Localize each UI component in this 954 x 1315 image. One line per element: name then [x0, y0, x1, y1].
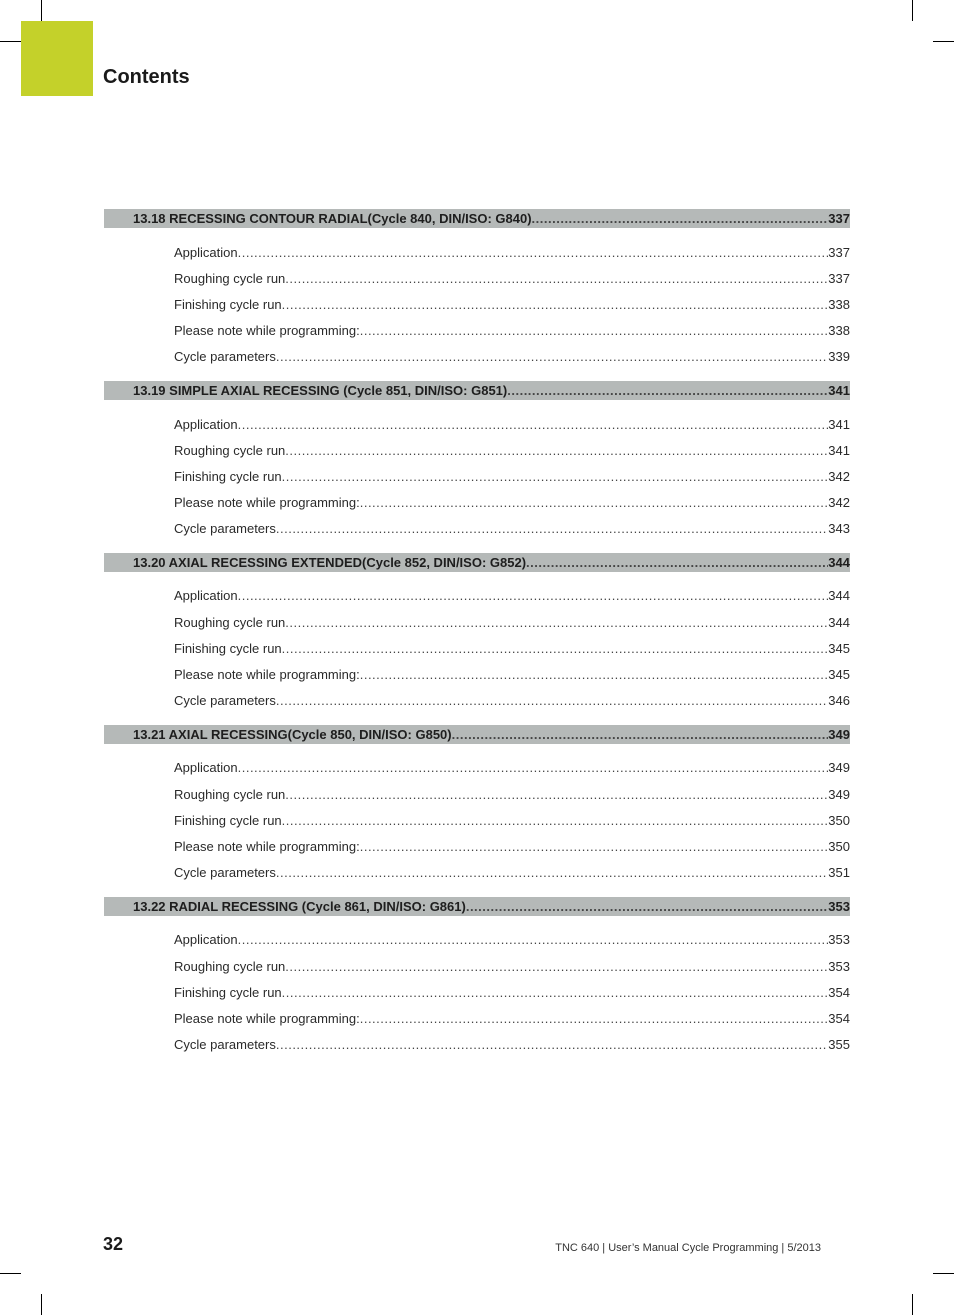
dot-leader: [276, 1037, 828, 1052]
crop-mark: [41, 1294, 42, 1315]
page-title: Contents: [103, 66, 190, 88]
entry-page: 354: [828, 1010, 850, 1026]
toc-entry[interactable]: [104, 635, 850, 661]
entry-title: Cycle parameters: [174, 1037, 276, 1053]
section-title: 13.18 RECESSING CONTOUR RADIAL(Cycle 840, DIN/ISO: G840): [133, 211, 532, 226]
dot-leader: [360, 667, 829, 682]
crop-mark: [912, 1294, 913, 1315]
entry-page: 351: [828, 865, 850, 881]
entry-title: Finishing cycle run: [174, 468, 282, 484]
section-title: 13.21 AXIAL RECESSING(Cycle 850, DIN/ISO: G850): [133, 726, 452, 742]
entry-title: Cycle parameters: [174, 349, 276, 365]
toc-entry[interactable]: [104, 516, 850, 542]
dot-leader: [238, 417, 829, 432]
section-title: 13.20 AXIAL RECESSING EXTENDED(Cycle 852, DIN/ISO: G852): [133, 554, 527, 570]
entry-page: 339: [828, 349, 850, 365]
dot-leader: [282, 641, 829, 656]
entry-page: 338: [828, 323, 850, 339]
dot-leader: [360, 1011, 829, 1026]
entry-page: 344: [828, 588, 850, 604]
toc-entry[interactable]: [104, 979, 850, 1005]
chapter-tab: [21, 21, 93, 96]
toc-section-heading[interactable]: [104, 381, 850, 400]
footer-text: TNC 640 | User’s Manual Cycle Programming | 5/2013: [555, 1242, 821, 1254]
dot-leader: [285, 959, 828, 974]
toc-entry[interactable]: [104, 437, 850, 463]
toc-entry[interactable]: [104, 860, 850, 886]
entry-title: Finishing cycle run: [174, 984, 282, 1000]
entry-page: 337: [828, 270, 850, 286]
crop-mark: [933, 1273, 954, 1274]
toc-entry[interactable]: [104, 344, 850, 370]
entry-page: 341: [828, 442, 850, 458]
entry-page: 354: [828, 984, 850, 1000]
dot-leader: [285, 787, 828, 802]
entry-page: 343: [828, 521, 850, 537]
entry-title: Roughing cycle run: [174, 270, 286, 286]
dot-leader: [282, 985, 829, 1000]
entry-page: 344: [828, 614, 850, 630]
toc-section: [104, 725, 850, 886]
entry-title: Application: [174, 932, 238, 948]
dot-leader: [276, 693, 828, 708]
toc-entry[interactable]: [104, 755, 850, 781]
entry-title: Please note while programming:: [174, 838, 360, 854]
toc-entry[interactable]: [104, 265, 850, 291]
entry-page: 355: [828, 1037, 850, 1053]
dot-leader: [282, 813, 829, 828]
page-number: 32: [103, 1234, 124, 1254]
crop-mark: [912, 0, 913, 21]
entry-page: 349: [828, 760, 850, 776]
entry-title: Roughing cycle run: [174, 614, 286, 630]
dot-leader: [507, 383, 828, 398]
dot-leader: [276, 349, 828, 364]
entry-page: 341: [828, 416, 850, 432]
entry-title: Cycle parameters: [174, 521, 276, 537]
entry-title: Finishing cycle run: [174, 640, 282, 656]
entry-title: Application: [174, 588, 238, 604]
toc-entry[interactable]: [104, 411, 850, 437]
toc-section-heading[interactable]: [104, 897, 850, 916]
entry-page: 337: [828, 244, 850, 260]
entry-page: 342: [828, 468, 850, 484]
dot-leader: [285, 615, 828, 630]
section-page: 337: [828, 211, 850, 226]
toc-entry[interactable]: [104, 583, 850, 609]
dot-leader: [452, 727, 829, 742]
dot-leader: [238, 932, 829, 947]
entry-title: Please note while programming:: [174, 323, 360, 339]
dot-leader: [276, 865, 828, 880]
entry-title: Application: [174, 760, 238, 776]
section-title: 13.22 RADIAL RECESSING (Cycle 861, DIN/ISO: G861): [133, 898, 466, 914]
entry-page: 346: [828, 693, 850, 709]
toc-entry[interactable]: [104, 953, 850, 979]
entry-title: Please note while programming:: [174, 667, 360, 683]
table-of-contents: [104, 209, 850, 1069]
entry-page: 350: [828, 838, 850, 854]
entry-page: 342: [828, 495, 850, 511]
crop-mark: [0, 1273, 21, 1274]
dot-leader: [285, 271, 828, 286]
entry-page: 353: [828, 958, 850, 974]
entry-title: Please note while programming:: [174, 495, 360, 511]
toc-section: [104, 897, 850, 1058]
dot-leader: [360, 839, 829, 854]
toc-entry[interactable]: [104, 1005, 850, 1031]
dot-leader: [276, 521, 828, 536]
toc-entry[interactable]: [104, 318, 850, 344]
entry-page: 353: [828, 932, 850, 948]
crop-mark: [41, 0, 42, 21]
dot-leader: [282, 297, 829, 312]
entry-title: Roughing cycle run: [174, 442, 286, 458]
toc-entry[interactable]: [104, 609, 850, 635]
crop-mark: [0, 41, 21, 42]
toc-section: [104, 381, 850, 542]
dot-leader: [238, 760, 829, 775]
toc-entry[interactable]: [104, 1032, 850, 1058]
toc-entry[interactable]: [104, 661, 850, 687]
entry-title: Finishing cycle run: [174, 812, 282, 828]
toc-section-heading[interactable]: [104, 725, 850, 744]
toc-entry[interactable]: [104, 833, 850, 859]
entry-title: Application: [174, 416, 238, 432]
toc-entry[interactable]: [104, 291, 850, 317]
entry-page: 349: [828, 786, 850, 802]
toc-entry[interactable]: [104, 688, 850, 714]
entry-page: 345: [828, 667, 850, 683]
toc-entry[interactable]: [104, 781, 850, 807]
crop-mark: [933, 41, 954, 42]
entry-title: Please note while programming:: [174, 1010, 360, 1026]
entry-title: Finishing cycle run: [174, 296, 282, 312]
dot-leader: [526, 555, 828, 570]
toc-section: [104, 553, 850, 714]
toc-section-heading[interactable]: [104, 553, 850, 572]
dot-leader: [285, 443, 828, 458]
dot-leader: [238, 245, 829, 260]
dot-leader: [238, 588, 829, 603]
dot-leader: [532, 211, 829, 226]
toc-section-heading[interactable]: [104, 209, 850, 228]
dot-leader: [282, 469, 829, 484]
entry-title: Roughing cycle run: [174, 958, 286, 974]
entry-title: Roughing cycle run: [174, 786, 286, 802]
entry-title: Cycle parameters: [174, 865, 276, 881]
dot-leader: [360, 495, 829, 510]
entry-title: Application: [174, 244, 238, 260]
toc-entry[interactable]: [104, 463, 850, 489]
dot-leader: [466, 899, 828, 914]
section-page: 344: [828, 554, 850, 570]
toc-entry[interactable]: [104, 490, 850, 516]
dot-leader: [360, 323, 829, 338]
entry-title: Cycle parameters: [174, 693, 276, 709]
toc-entry[interactable]: [104, 927, 850, 953]
section-title: 13.19 SIMPLE AXIAL RECESSING (Cycle 851, DIN/ISO: G851): [133, 382, 508, 398]
toc-entry[interactable]: [104, 807, 850, 833]
toc-entry[interactable]: [104, 239, 850, 265]
entry-page: 345: [828, 640, 850, 656]
entry-page: 350: [828, 812, 850, 828]
section-page: 353: [828, 898, 850, 914]
section-page: 349: [828, 726, 850, 742]
toc-section: [104, 209, 850, 370]
entry-page: 338: [828, 296, 850, 312]
section-page: 341: [828, 382, 850, 398]
